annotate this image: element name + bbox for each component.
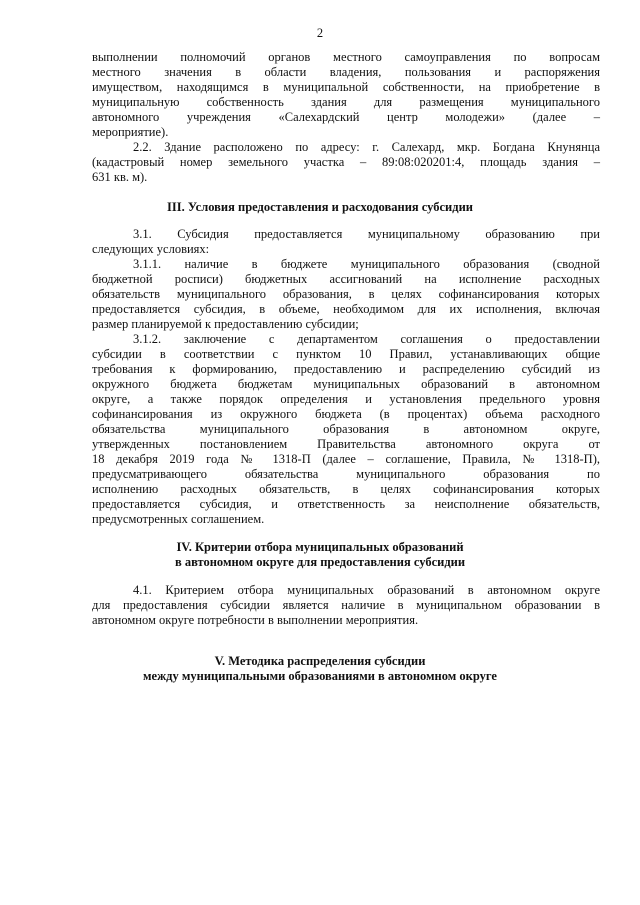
paragraph-line: требования к формированию, предоставлению и распределению субсидий из: [92, 362, 600, 376]
paragraph-line: предоставляется субсидия, и ответственность за неисполнение обязательств,: [92, 497, 600, 511]
paragraph-line: (кадастровый номер земельного участка – 89:08:020201:4, площадь здания –: [92, 155, 600, 169]
paragraph-line: мероприятие).: [92, 125, 169, 139]
paragraph-line: утвержденных постановлением Правительства автономного округа от: [92, 437, 600, 451]
paragraph-line: 2.2. Здание расположено по адресу: г. Салехард, мкр. Богдана Кнунянца: [133, 140, 600, 154]
paragraph-line: размер планируемой к предоставлению субсидии;: [92, 317, 359, 331]
paragraph-line: округе, а также порядок определения и установления предельного уровня: [92, 392, 600, 406]
paragraph-line: выполнении полномочий органов местного самоуправления по вопросам: [92, 50, 600, 64]
paragraph-line: следующих условиях:: [92, 242, 210, 256]
paragraph-line: обязательства муниципального образования в автономном округе,: [92, 422, 600, 436]
section-heading-line: в автономном округе для предоставления субсидии: [174, 555, 466, 569]
paragraph-line: предусматривающего обязательства муниципального образования по: [92, 467, 600, 481]
paragraph-line: 18 декабря 2019 года № 1318-П (далее – соглашение, Правила, № 1318-П),: [92, 452, 600, 466]
paragraph-line: 4.1. Критерием отбора муниципальных образований в автономном округе: [133, 583, 600, 597]
paragraph-line: предоставляется субсидия, в объеме, необходимом для их исполнения, включая: [92, 302, 600, 316]
paragraph-line: 3.1. Субсидия предоставляется муниципальному образованию при: [133, 227, 600, 241]
paragraph-line: имуществом, находящимся в муниципальной собственности, на приобретение в: [92, 80, 600, 94]
paragraph-line: окружного бюджета бюджетам муниципальных образований в автономном: [92, 377, 600, 391]
paragraph-line: автономном округе потребности в выполнении мероприятия.: [92, 613, 419, 627]
paragraph-line: бюджетной росписи) бюджетных ассигнований на исполнение расходных: [92, 272, 600, 286]
section-heading-line: V. Методика распределения субсидии: [214, 654, 426, 668]
page-number: 2: [316, 26, 324, 40]
paragraph-line: для предоставления субсидии является наличие в муниципальном образовании в: [92, 598, 600, 612]
section-heading-line: между муниципальными образованиями в автономном округе: [143, 669, 497, 683]
paragraph-line: автономного учреждения «Салехардский центр молодежи» (далее –: [92, 110, 600, 124]
paragraph-line: предусмотренных соглашением.: [92, 512, 265, 526]
paragraph-line: софинансирования из окружного бюджета (в процентах) объема расходного: [92, 407, 600, 421]
paragraph-line: 631 кв. м).: [92, 170, 148, 184]
paragraph-line: исполнению расходных обязательств, в целях софинансирования которых: [92, 482, 600, 496]
section-heading: III. Условия предоставления и расходования субсидии: [167, 200, 473, 214]
paragraph-line: местного значения в области владения, пользования и распоряжения: [92, 65, 600, 79]
paragraph-line: муниципальную собственность здания для размещения муниципального: [92, 95, 600, 109]
paragraph-line: обязательств муниципального образования, в целях софинансирования которых: [92, 287, 600, 301]
section-heading-line: IV. Критерии отбора муниципальных образований: [176, 540, 464, 554]
paragraph-line: 3.1.1. наличие в бюджете муниципального образования (сводной: [133, 257, 600, 271]
paragraph-line: субсидии в соответствии с пунктом 10 Правил, устанавливающих общие: [92, 347, 600, 361]
paragraph-line: 3.1.2. заключение с департаментом соглашения о предоставлении: [133, 332, 600, 346]
